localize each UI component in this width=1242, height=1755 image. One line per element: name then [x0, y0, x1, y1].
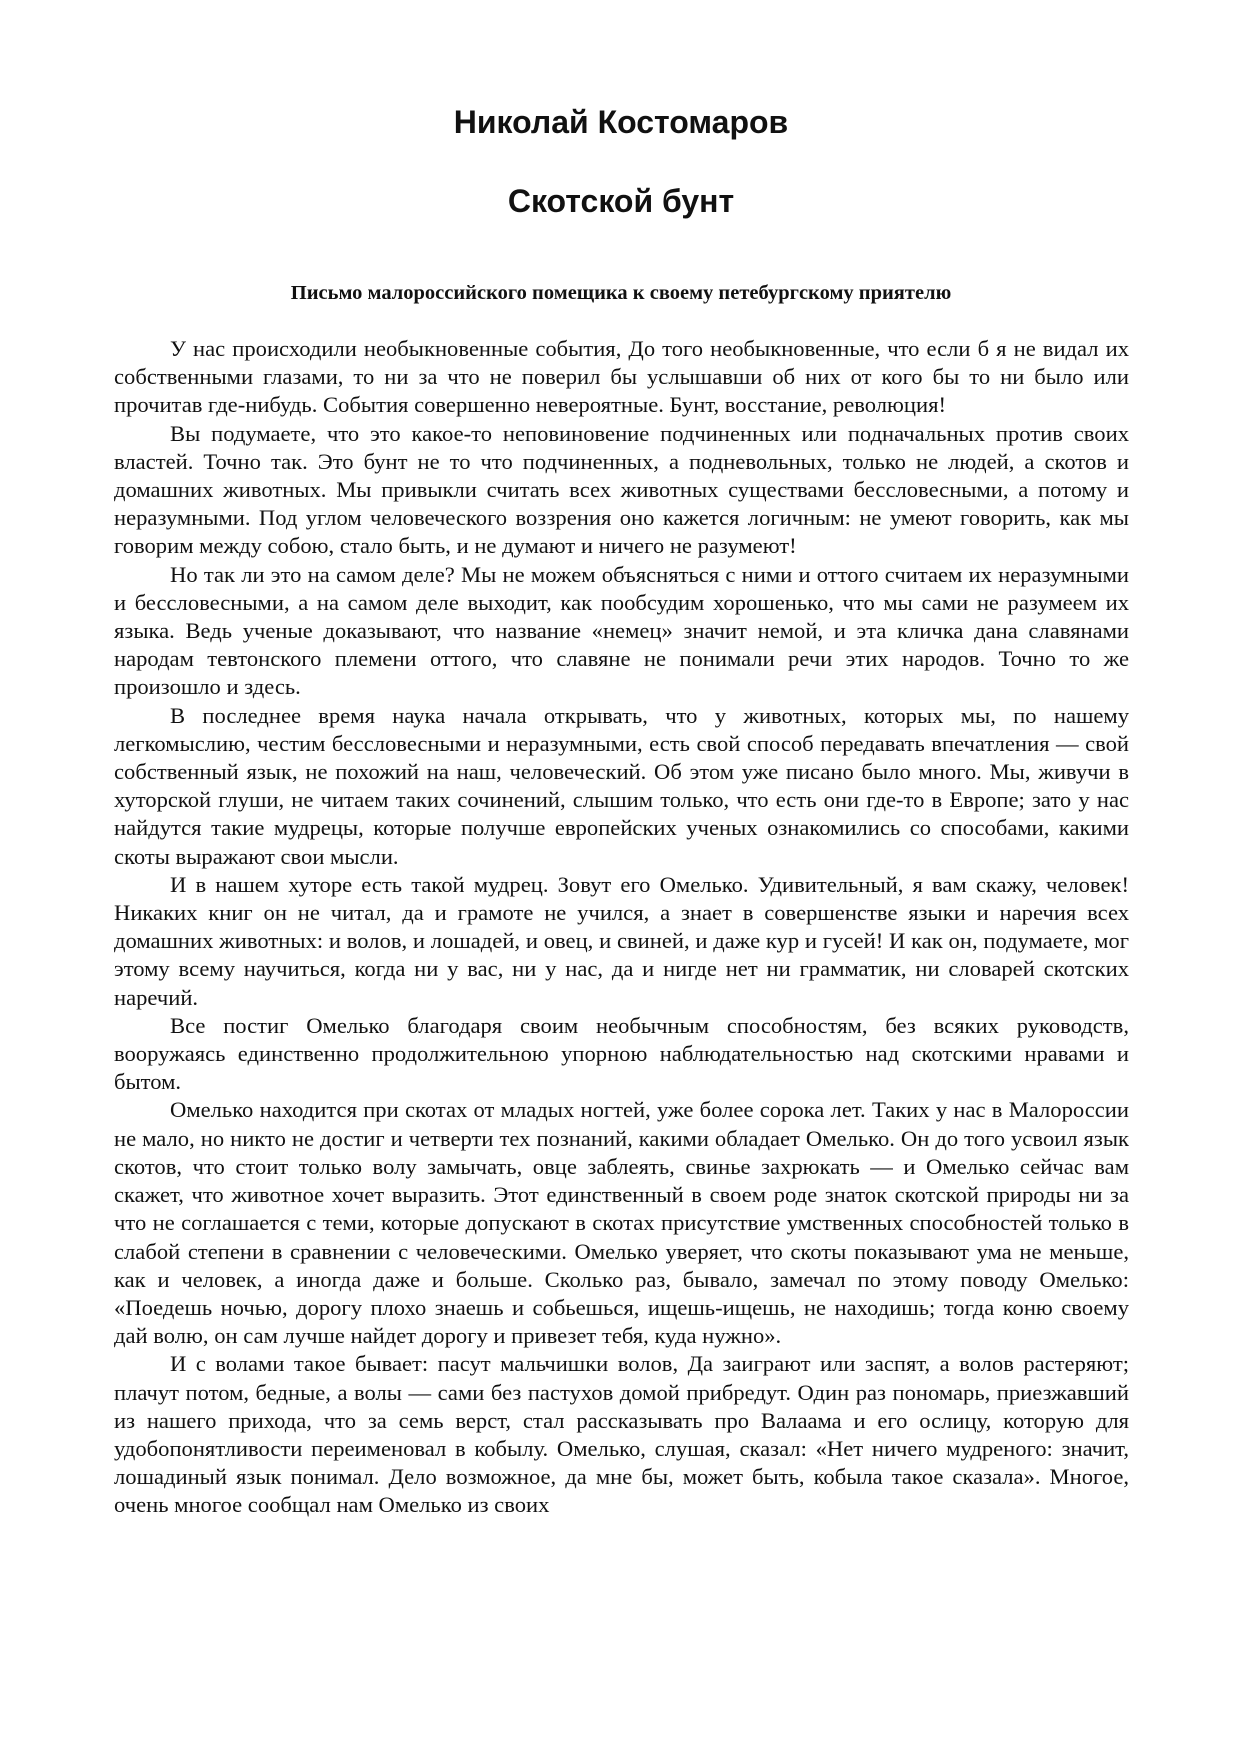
paragraph-7: Омелько находится при скотах от младых ногтей, уже более сорока лет. Таких у нас в Малороссии не мало, но никто не достиг и четверти тех познаний, какими обладает Омелько. Он до того усвоил язык скотов, что стоит только волу замычать, овце заблеять, свинье захрюкать — и Омелько сейчас вам скажет, что животное хочет выразить. Этот единственный в своем роде знаток скотской природы ни за что не соглашается с теми, которые допускают в скотах присутствие умственных способностей только в слабой степени в сравнении с человеческими. Омелько уверяет, что скоты показывают ума не меньше, как и человек, а иногда даже и больше. Сколько раз, бывало, замечал по этому поводу Омелько: «Поедешь ночью, дорогу плохо знаешь и собьешься, ищешь-ищешь, не находишь; тогда коню своему дай волю, он сам лучше найдет дорогу и привезет тебя, куда нужно».: [114, 1097, 1129, 1349]
author-name: Николай Костомаров: [453, 104, 789, 140]
paragraph-2: Вы подумаете, что это какое-то неповиновение подчиненных или подначальных против своих властей. Точно так. Это бунт не то что подчиненных, а подневольных, только не людей, а скотов и домашних животных. Мы привыкли считать всех животных существами бессловесными, а потому и неразумными. Под углом человеческого воззрения оно кажется логичным: не умеют говорить, как мы говорим между собою, стало быть, и не думают и ничего не разумеют!: [114, 420, 1129, 559]
document-title: Скотской бунт: [507, 183, 735, 219]
paragraph-3: Но так ли это на самом деле? Мы не можем объясняться с ними и оттого считаем их неразумными и бессловесными, а на самом деле выходит, как пообсудим хорошенько, что мы сами не разумеем их языка. Ведь ученые доказывают, что название «немец» значит немой, и эта кличка дана славянами народам тевтонского племени оттого, что славяне не понимали речи этих народов. Точно то же произошло и здесь.: [114, 561, 1129, 700]
body-text: [114, 335, 1129, 1520]
paragraph-6: Все постиг Омелько благодаря своим необычным способностям, без всяких руководств, вооружаясь единственно продолжительною упорною наблюдательностью над скотскими нравами и бытом.: [114, 1012, 1129, 1095]
paragraph-5: И в нашем хуторе есть такой мудрец. Зовут его Омелько. Удивительный, я вам скажу, человек! Никаких книг он не читал, да и грамоте не учился, а знает в совершенстве языки и наречия всех домашних животных: и волов, и лошадей, и овец, и свиней, и даже кур и гусей! И как он, подумаете, мог этому всему научиться, когда ни у вас, ни у нас, да и нигде нет ни грамматик, ни словарей скотских наречий.: [114, 871, 1129, 1010]
paragraph-4: В последнее время наука начала открывать, что у животных, которых мы, по нашему легкомыслию, честим бессловесными и неразумными, есть свой способ передавать впечатления — свой собственный язык, не похожий на наш, человеческий. Об этом уже писано было много. Мы, живучи в хуторской глуши, не читаем таких сочинений, слышим только, что есть они где-то в Европе; зато у нас найдутся такие мудрецы, которые получше европейских ученых ознакомились со способами, какими скоты выражают свои мысли.: [114, 702, 1129, 869]
paragraph-8: И с волами такое бывает: пасут мальчишки волов, Да заиграют или заспят, а волов растеряют; плачут потом, бедные, а волы — сами без пастухов домой прибредут. Один раз пономарь, приезжавший из нашего прихода, что за семь верст, стал рассказывать про Валаама и его ослицу, которую для удобопонятливости переименовал в кобылу. Омелько, слушая, сказал: «Нет ничего мудреного: значит, лошадиный язык понимал. Дело возможное, да мне бы, может быть, кобыла такое сказала». Многое, очень многое сообщал нам Омелько из своих: [114, 1351, 1129, 1518]
document-subtitle: Письмо малороссийского помещика к своему петебургскому приятелю: [290, 282, 952, 304]
paragraph-1: У нас происходили необыкновенные события, До того необыкновенные, что если б я не видал их собственными глазами, то ни за что не поверил бы услышавши об них от кого бы то ни было или прочитав где-нибудь. События совершенно невероятные. Бунт, восстание, революция!: [114, 336, 1129, 418]
